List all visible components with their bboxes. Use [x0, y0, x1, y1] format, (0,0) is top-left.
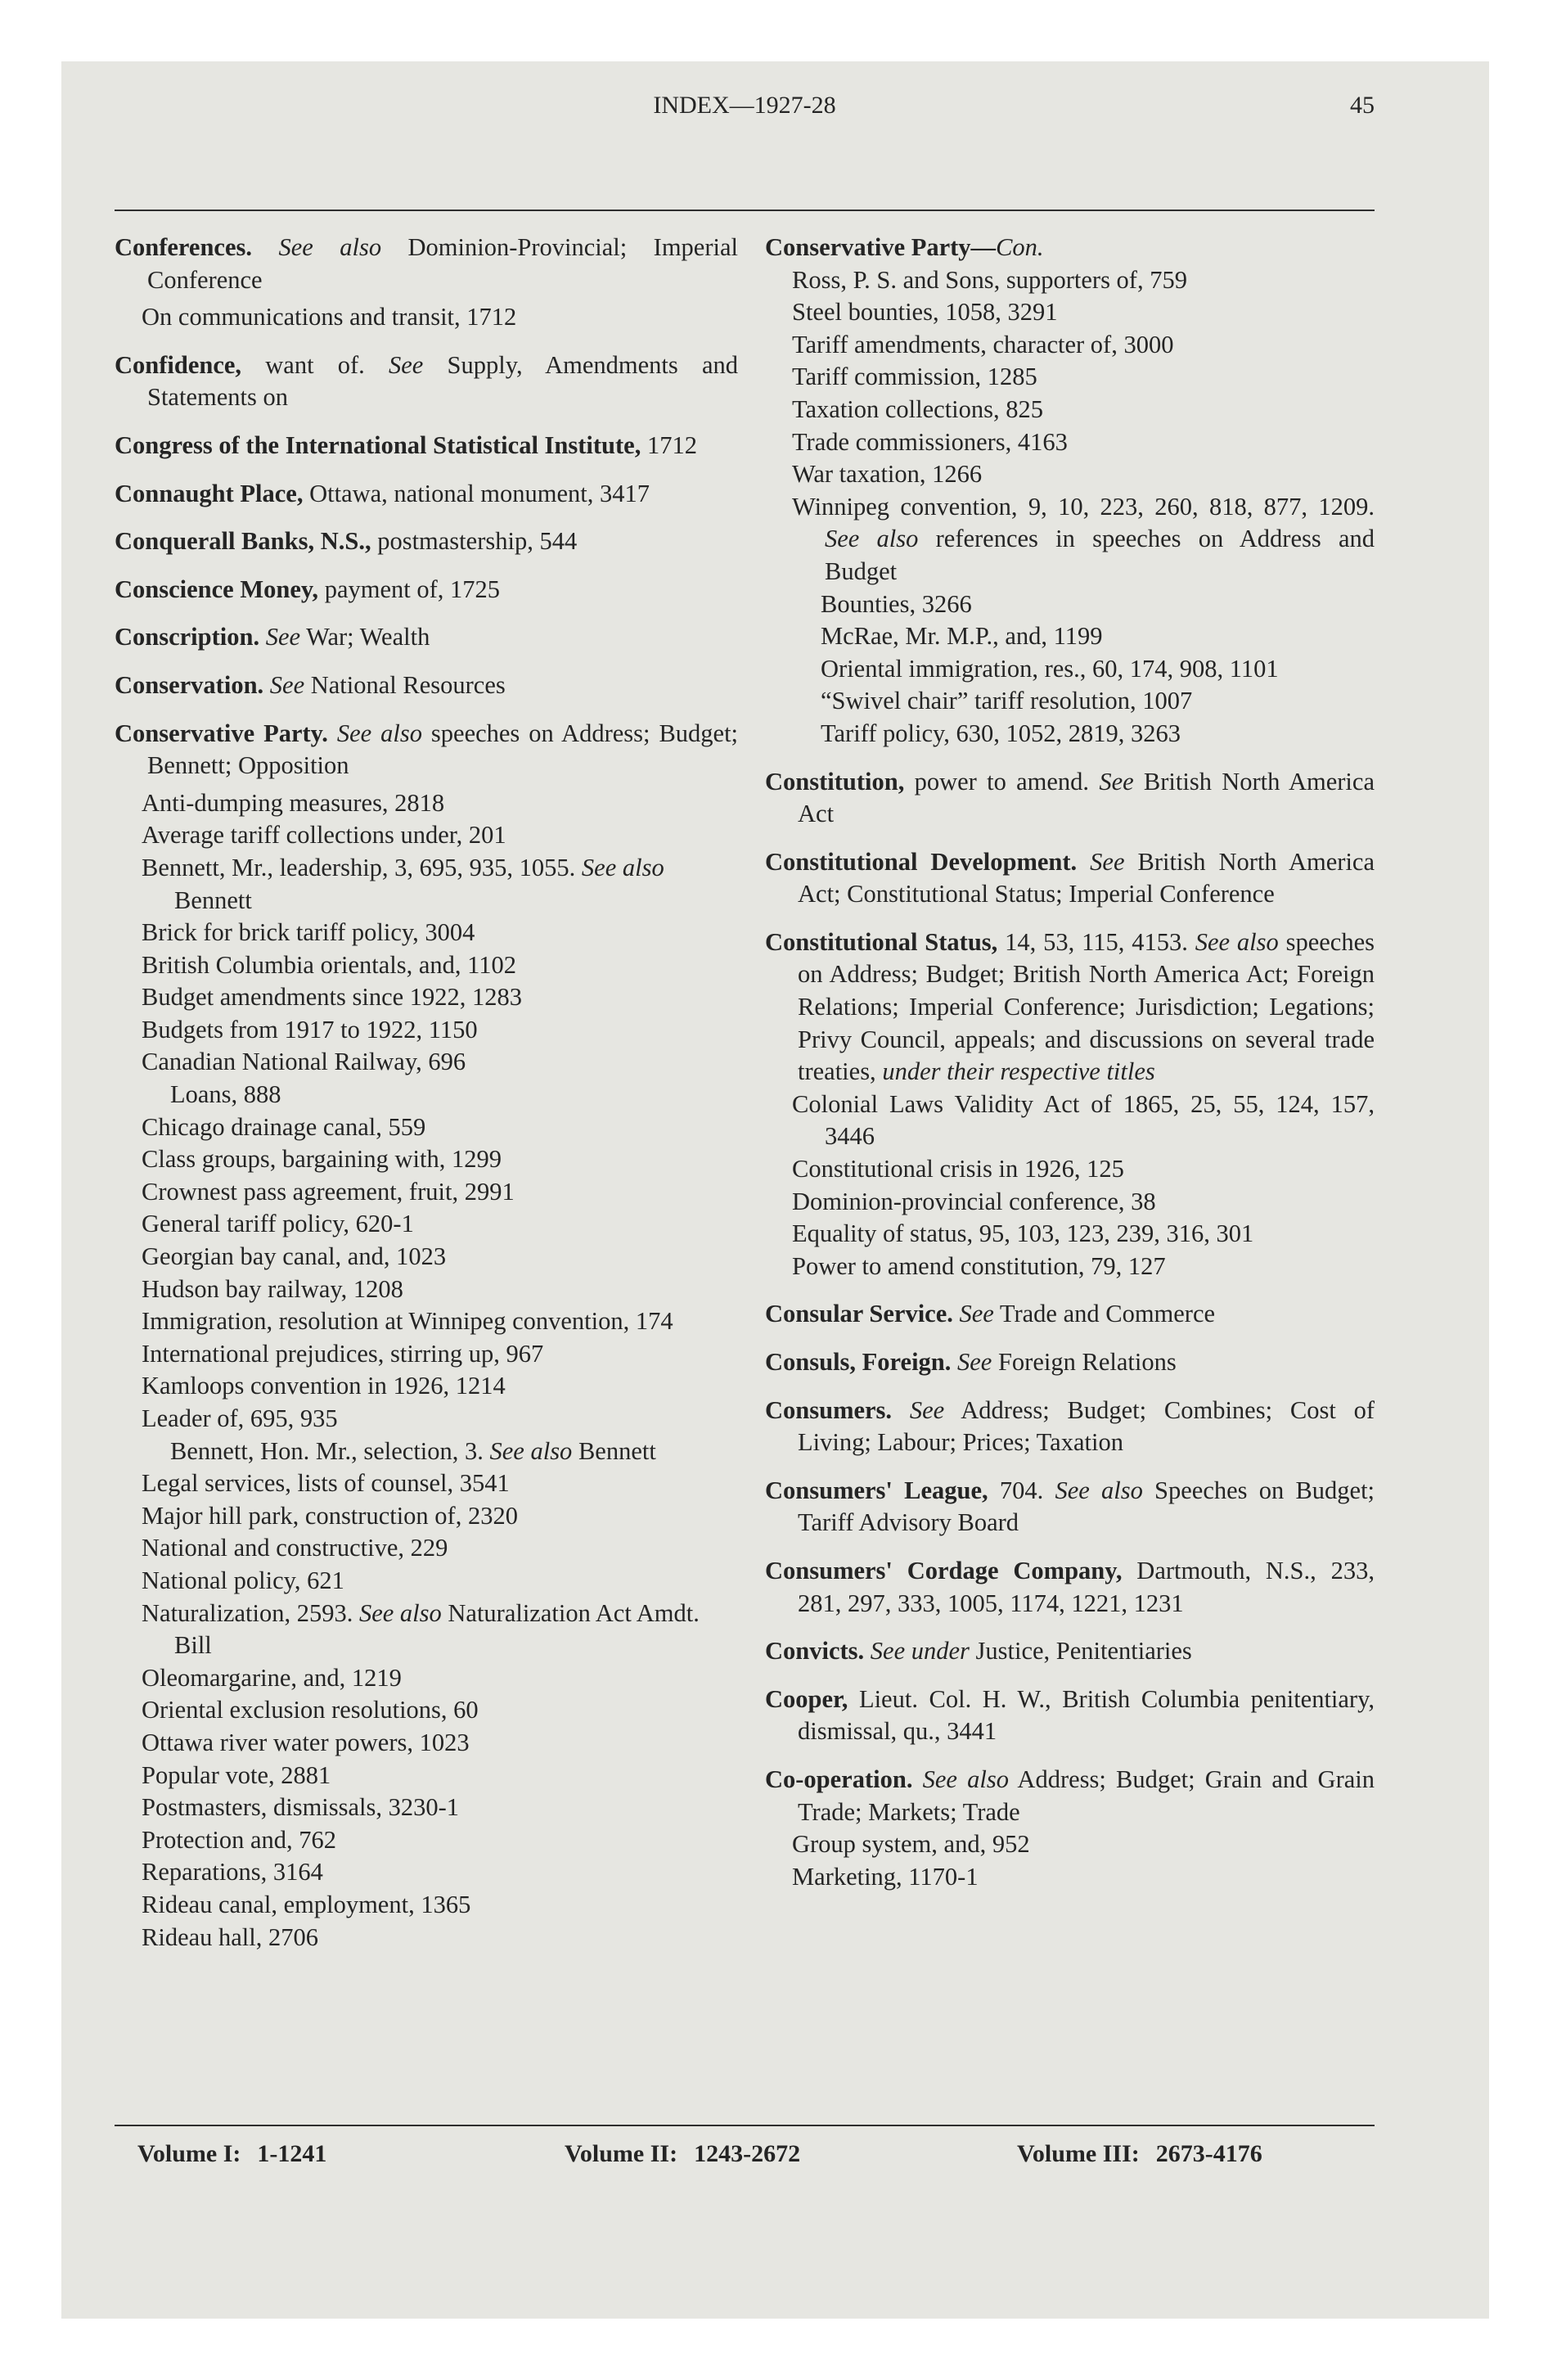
index-subentry: Power to amend constitution, 79, 127	[792, 1251, 1166, 1280]
index-entry: Connaught Place, Ottawa, national monument, 3417	[115, 479, 650, 507]
index-subentry: Budgets from 1917 to 1922, 1150	[142, 1015, 478, 1044]
index-entry: Co-operation. See also Address; Budget; Grain and Grain Trade; Markets; Trade	[765, 1765, 1375, 1826]
index-entry: Consular Service. See Trade and Commerce	[765, 1300, 1216, 1328]
index-entry: Consumers' League, 704. See also Speeches on Budget; Tariff Advisory Board	[765, 1476, 1375, 1537]
index-entry: Constitution, power to amend. See British North America Act	[765, 767, 1375, 828]
index-subentry: Major hill park, construction of, 2320	[142, 1501, 518, 1530]
index-subentry: Equality of status, 95, 103, 123, 239, 316, 301	[792, 1219, 1254, 1248]
index-subentry: Reparations, 3164	[142, 1858, 323, 1886]
index-subentry: Immigration, resolution at Winnipeg convention, 174	[142, 1307, 673, 1336]
index-subentry: Postmasters, dismissals, 3230-1	[142, 1793, 460, 1822]
index-subentry: Hudson bay railway, 1208	[142, 1274, 403, 1303]
index-entry: Constitutional Status, 14, 53, 115, 4153. See also speeches on Address; Budget; British North America Act; Foreign Relations; Imperial Conference; Jurisdiction; Legations; Privy Council, appeals; and discussions on several trade treaties, under their respective titles	[765, 927, 1375, 1086]
index-subentry: Winnipeg convention, 9, 10, 223, 260, 818, 877, 1209. See also references in speeches on Address and Budget	[792, 492, 1375, 585]
index-entry-continued: Conservative Party—Con.	[765, 233, 1044, 261]
index-subsubentry: Bounties, 3266	[821, 589, 972, 618]
index-subentry: Taxation collections, 825	[792, 394, 1044, 423]
index-entry: Conservative Party. See also speeches on Address; Budget; Bennett; Opposition	[115, 719, 739, 780]
index-subentry: International prejudices, stirring up, 967	[142, 1339, 544, 1368]
index-subentry: Tariff commission, 1285	[792, 363, 1037, 391]
index-subentry: War taxation, 1266	[792, 460, 983, 489]
index-entry: Constitutional Development. See British North America Act; Constitutional Status; Imperial Conference	[765, 847, 1375, 908]
index-subentry: Canadian National Railway, 696	[142, 1048, 466, 1076]
index-subentry: Rideau hall, 2706	[142, 1922, 319, 1951]
index-entry: Conscience Money, payment of, 1725	[115, 575, 500, 603]
index-column-left	[115, 232, 738, 1954]
index-subentry: Legal services, lists of counsel, 3541	[142, 1469, 510, 1498]
page-number: 45	[1350, 92, 1375, 119]
index-subentry: Anti-dumping measures, 2818	[142, 788, 445, 817]
index-subentry: Trade commissioners, 4163	[792, 427, 1068, 456]
page-header	[115, 92, 1375, 133]
index-subentry: Group system, and, 952	[792, 1830, 1030, 1859]
index-subentry: Kamloops convention in 1926, 1214	[142, 1372, 506, 1400]
index-entry: Consumers. See Address; Budget; Combines; Cost of Living; Labour; Prices; Taxation	[765, 1395, 1375, 1457]
index-subentry: Leader of, 695, 935	[142, 1404, 338, 1432]
index-subentry: Ross, P. S. and Sons, supporters of, 759	[792, 265, 1187, 294]
volume-3-range: Volume III: 2673-4176	[1017, 2140, 1262, 2167]
index-subentry: Marketing, 1170-1	[792, 1862, 979, 1891]
index-subentry: General tariff policy, 620-1	[142, 1210, 414, 1238]
index-subentry: Chicago drainage canal, 559	[142, 1112, 426, 1141]
footer-rule	[115, 2125, 1375, 2126]
running-title: INDEX—1927-28	[653, 92, 836, 119]
index-subentry: Rideau canal, employment, 1365	[142, 1890, 471, 1918]
index-entry: Congress of the International Statistical Institute, 1712	[115, 430, 697, 459]
index-subentry: Ottawa river water powers, 1023	[142, 1728, 470, 1756]
index-entry: Conquerall Banks, N.S., postmastership, 544	[115, 527, 578, 556]
index-subsubentry: Oriental immigration, res., 60, 174, 908, 1101	[821, 654, 1279, 683]
index-subentry: Class groups, bargaining with, 1299	[142, 1145, 502, 1174]
index-subentry: Oriental exclusion resolutions, 60	[142, 1696, 479, 1724]
index-column-right	[765, 232, 1375, 1893]
index-subentry: Crownest pass agreement, fruit, 2991	[142, 1177, 515, 1206]
index-subentry: Georgian bay canal, and, 1023	[142, 1242, 447, 1271]
index-subentry: Oleomargarine, and, 1219	[142, 1663, 402, 1692]
volume-1-range: Volume I: 1-1241	[137, 2140, 327, 2167]
header-rule	[115, 210, 1375, 211]
index-subentry: National and constructive, 229	[142, 1534, 448, 1562]
index-subsubentry: “Swivel chair” tariff resolution, 1007	[821, 687, 1193, 715]
index-entry: Cooper, Lieut. Col. H. W., British Columbia penitentiary, dismissal, qu., 3441	[765, 1684, 1375, 1746]
index-subsubentry: McRae, Mr. M.P., and, 1199	[821, 622, 1103, 651]
index-entry: Confidence, want of. See Supply, Amendments and Statements on	[115, 350, 738, 412]
index-subsubentry: Tariff policy, 630, 1052, 2819, 3263	[821, 719, 1181, 747]
index-subentry: Average tariff collections under, 201	[142, 821, 506, 850]
index-entry: Consumers' Cordage Company, Dartmouth, N.S., 233, 281, 297, 333, 1005, 1174, 1221, 1231	[765, 1556, 1375, 1617]
index-subentry: Steel bounties, 1058, 3291	[792, 298, 1058, 327]
volume-footer	[115, 2140, 1375, 2181]
index-subentry: On communications and transit, 1712	[142, 303, 517, 331]
index-subsubentry: Loans, 888	[170, 1080, 281, 1109]
index-subentry: Protection and, 762	[142, 1825, 337, 1854]
index-entry: Conscription. See War; Wealth	[115, 623, 430, 651]
index-subentry: Popular vote, 2881	[142, 1760, 331, 1789]
index-entry: Conservation. See National Resources	[115, 670, 506, 699]
index-subentry: British Columbia orientals, and, 1102	[142, 950, 517, 979]
index-subentry: Dominion-provincial conference, 38	[792, 1187, 1156, 1215]
index-subentry: Bennett, Mr., leadership, 3, 695, 935, 1055. See also Bennett	[142, 853, 664, 914]
index-entry: Conferences. See also Dominion-Provincial; Imperial Conference	[115, 233, 738, 294]
index-entry: Convicts. See under Justice, Penitentiaries	[765, 1637, 1192, 1666]
index-subentry: Budget amendments since 1922, 1283	[142, 983, 523, 1012]
index-subentry: Tariff amendments, character of, 3000	[792, 330, 1174, 358]
index-subentry: Colonial Laws Validity Act of 1865, 25, 55, 124, 157, 3446	[792, 1089, 1375, 1151]
index-subentry: Constitutional crisis in 1926, 125	[792, 1155, 1124, 1183]
volume-2-range: Volume II: 1243-2672	[565, 2140, 801, 2167]
index-entry: Consuls, Foreign. See Foreign Relations	[765, 1348, 1177, 1376]
index-subentry: Brick for brick tariff policy, 3004	[142, 918, 475, 947]
index-subsubentry: Bennett, Hon. Mr., selection, 3. See also Bennett	[170, 1436, 656, 1465]
index-subentry: Naturalization, 2593. See also Naturalization Act Amdt. Bill	[142, 1598, 700, 1660]
index-subentry: National policy, 621	[142, 1566, 344, 1594]
